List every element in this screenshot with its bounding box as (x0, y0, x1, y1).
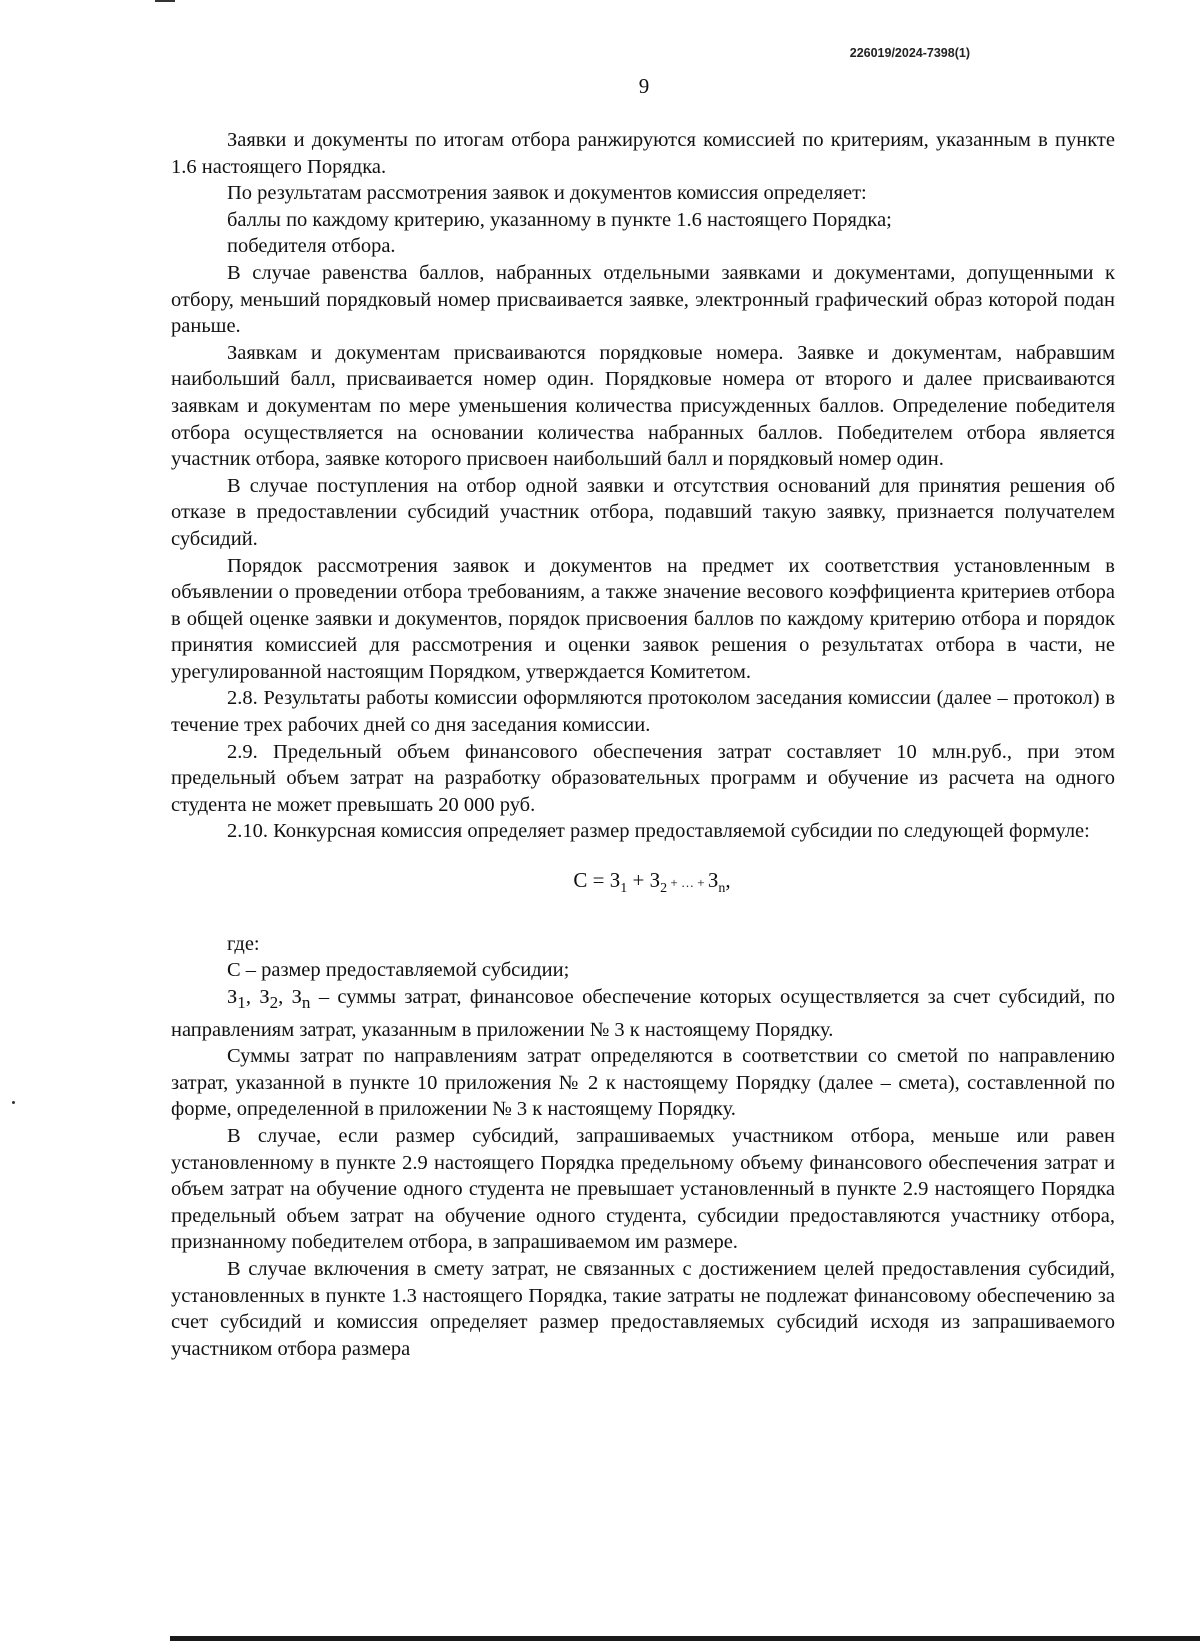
paragraph: Порядок рассмотрения заявок и документов на предмет их соответствия установленным в объявлении о проведении отбора требованиям, а также значение весового коэффициента критериев отбора в общей оценке заявки и документов, порядок присвоения баллов по каждому критерию отбора и порядок принятия комиссией для рассмотрения и оценки заявок решения о результатах отбора в части, не урегулированной настоящим Порядком, утверждается Комитетом. (171, 554, 1115, 683)
paragraph: Заявки и документы по итогам отбора ранжируются комиссией по критериям, указанным в пункте 1.6 настоящего Порядка. (171, 129, 1115, 178)
paragraph: 2.10. Конкурсная комиссия определяет размер предоставляемой субсидии по следующей формуле: (227, 820, 1090, 843)
paragraph: С – размер предоставляемой субсидии; (227, 959, 570, 982)
scan-corner-mark (155, 0, 175, 2)
paragraph: В случае, если размер субсидий, запрашиваемых участником отбора, меньше или равен установленному в пункте 2.9 настоящего Порядка предельному объему финансового обеспечения затрат и объем затрат на обучение одного студента не превышает установленный в пункте 2.9 настоящего Порядка предельный объем затрат на обучение одного студента, субсидии предоставляются участнику отбора, признанному победителем отбора, в запрашиваемом им размере. (171, 1125, 1115, 1254)
z-symbol: З (227, 986, 238, 1008)
formula-z-n: З (707, 868, 719, 893)
formula-sub-1: 1 (620, 881, 628, 897)
paragraph: По результатам рассмотрения заявок и документов комиссия определяет: (227, 182, 867, 205)
paragraph: баллы по каждому критерию, указанному в пункте 1.6 настоящего Порядка; (227, 208, 892, 231)
z-sep-1: , З (245, 986, 270, 1008)
formula-tail: , (725, 868, 731, 893)
z-sub-2: 2 (269, 993, 279, 1013)
z-sub-n: n (301, 993, 311, 1013)
paragraph: В случае поступления на отбор одной заявки и отсутствия оснований для принятия решения об отказе в предоставлении субсидий участник отбора, подавший такую заявку, признается получателем субсидий. (171, 474, 1115, 550)
document-body (171, 127, 1115, 1362)
formula-sub-2: 2 (660, 881, 668, 897)
subsidy-formula (171, 867, 1115, 903)
document-id: 226019/2024-7398(1) (849, 46, 970, 60)
formula-sub-n: n (718, 881, 726, 897)
formula-plus-1: + З (627, 868, 661, 893)
page-number: 9 (638, 74, 650, 98)
paragraph: победителя отбора. (227, 235, 396, 258)
paragraph: Заявкам и документам присваиваются порядковые номера. Заявке и документам, набравшим наибольший балл, присваивается номер один. Порядковые номера от второго и далее присваиваются заявкам и документам по мере уменьшения количества присужденных баллов. Определение победителя отбора осуществляется на основании количества набранных баллов. Победителем отбора является участник отбора, заявке которого присвоен наибольший балл и порядковый номер один. (171, 341, 1115, 471)
paragraph: В случае равенства баллов, набранных отдельными заявками и документами, допущенными к отбору, меньший порядковый номер присваивается заявке, электронный графический образ которой подан раньше. (171, 261, 1115, 338)
paragraph: где: (227, 932, 260, 955)
paragraph-z-definition (171, 984, 1115, 1043)
paragraph: В случае включения в смету затрат, не связанных с достижением целей предоставления субсидий, установленных в пункте 1.3 настоящего Порядка, такие затраты не подлежат финансовому обеспечению за счет субсидий и комиссия определяет размер предоставляемых субсидий исходя из запрашиваемого участником отбора размера (171, 1258, 1115, 1360)
z-sep-2: , З (278, 986, 302, 1008)
paragraph: 2.8. Результаты работы комиссии оформляются протоколом заседания комиссии (далее – протокол) в течение трех рабочих дней со дня заседания комиссии. (171, 687, 1115, 737)
z-sub-1: 1 (237, 993, 246, 1013)
paragraph: Суммы затрат по направлениям затрат определяются в соответствии со сметой по направлению затрат, указанной в пункте 10 приложения № 2 к настоящему Порядку (далее – смета), составленной по форме, определенной в приложении № 3 к настоящему Порядку. (171, 1045, 1115, 1121)
formula-dots: + … + (667, 875, 708, 891)
paragraph: 2.9. Предельный объем финансового обеспечения затрат составляет 10 млн.руб., при этом предельный объем затрат на разработку образовательных программ и обучение из расчета на одного студента не может превышать 20 000 руб. (171, 740, 1115, 816)
scan-bottom-edge (170, 1636, 1200, 1641)
scan-speck (12, 1101, 15, 1104)
formula-lhs: С = З (573, 868, 621, 893)
z-definition-text: – суммы затрат, финансовое обеспечение которых осуществляется за счет субсидий, по направлениям затрат, указанным в приложении № 3 к настоящему Порядку. (171, 986, 1115, 1041)
